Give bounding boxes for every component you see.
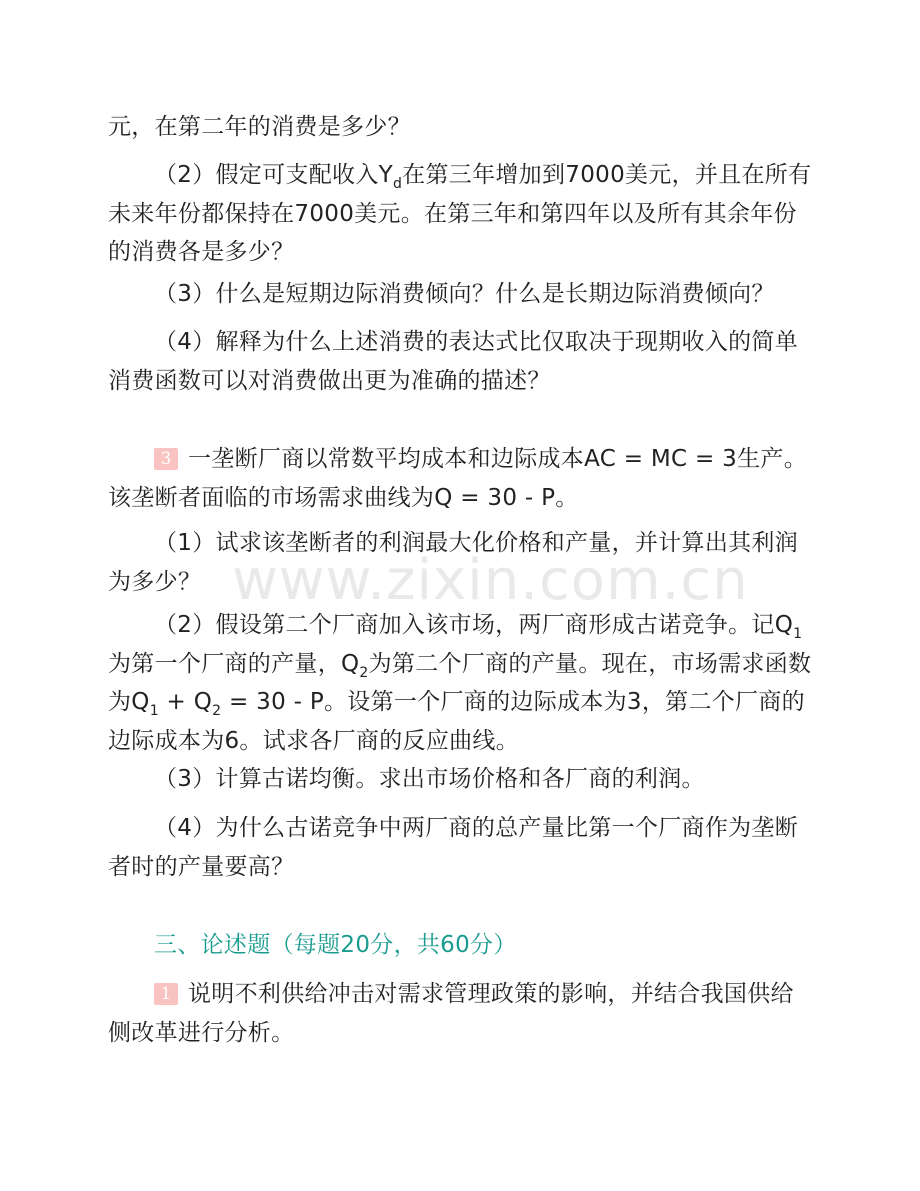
text-segment: = 30 - P。设第一个厂商的边际成本为3，第二个厂商的边际成本为6。试求各厂商的反应曲线。: [108, 689, 805, 754]
section-title: 三、论述题（每题20分，共60分）: [154, 932, 517, 958]
text-segment: 一垄断厂商以常数平均成本和边际成本AC = MC = 3生产。该垄断者面临的市场需求曲线为Q = 30 - P。: [108, 446, 808, 511]
text-segment: 说明不利供给冲击对需求管理政策的影响，并结合我国供给侧改革进行分析。: [108, 981, 794, 1046]
question-3-part-4: （4）为什么古诺竞争中两厂商的总产量比第一个厂商作为垄断者时的产量要高？: [108, 815, 799, 880]
subscript: 1: [149, 703, 159, 719]
subscript: 2: [359, 664, 369, 681]
text-segment: 为第二个厂商的产量。现在，市场需求函数为Q: [108, 650, 812, 715]
question-3-stem: [108, 440, 812, 517]
question-2-part-4: （4）解释为什么上述消费的表达式比仅取决于现期收入的简单消费函数可以对消费做出更为准确的描述？: [108, 329, 799, 394]
text-segment: （2）假定可支配收入Y: [154, 162, 393, 188]
subscript: 2: [212, 703, 222, 719]
question-2-part-3: （3）什么是短期边际消费倾向？什么是长期边际消费倾向？: [154, 281, 775, 307]
question-number-badge: 1: [154, 983, 178, 1005]
text-segment: 为第一个厂商的产量，Q: [108, 650, 360, 677]
question-3-part-1: （1）试求该垄断者的利润最大化价格和产量，并计算出其利润为多少？: [108, 530, 799, 595]
essay-question-1: [108, 975, 812, 1052]
question-number-badge: 3: [154, 448, 178, 470]
text-segment: （2）假设第二个厂商加入该市场，两厂商形成古诺竞争。记Q: [154, 612, 794, 638]
question-3-part-2: [108, 606, 812, 760]
subscript: 1: [793, 626, 803, 642]
question-2-part-2: [108, 156, 812, 272]
question-3-part-3: （3）计算古诺均衡。求出市场价格和各厂商的利润。: [154, 766, 705, 792]
text-segment: + Q: [158, 689, 213, 715]
watermark: www.zixin.com.cn: [232, 548, 749, 613]
subscript: d: [392, 176, 403, 192]
paragraph-continuation: 元，在第二年的消费是多少？: [108, 114, 411, 140]
text-segment: 在第三年增加到7000美元，并且在所有未来年份都保持在7000美元。在第三年和第四年以及所有其余年份的消费各是多少？: [108, 162, 812, 265]
